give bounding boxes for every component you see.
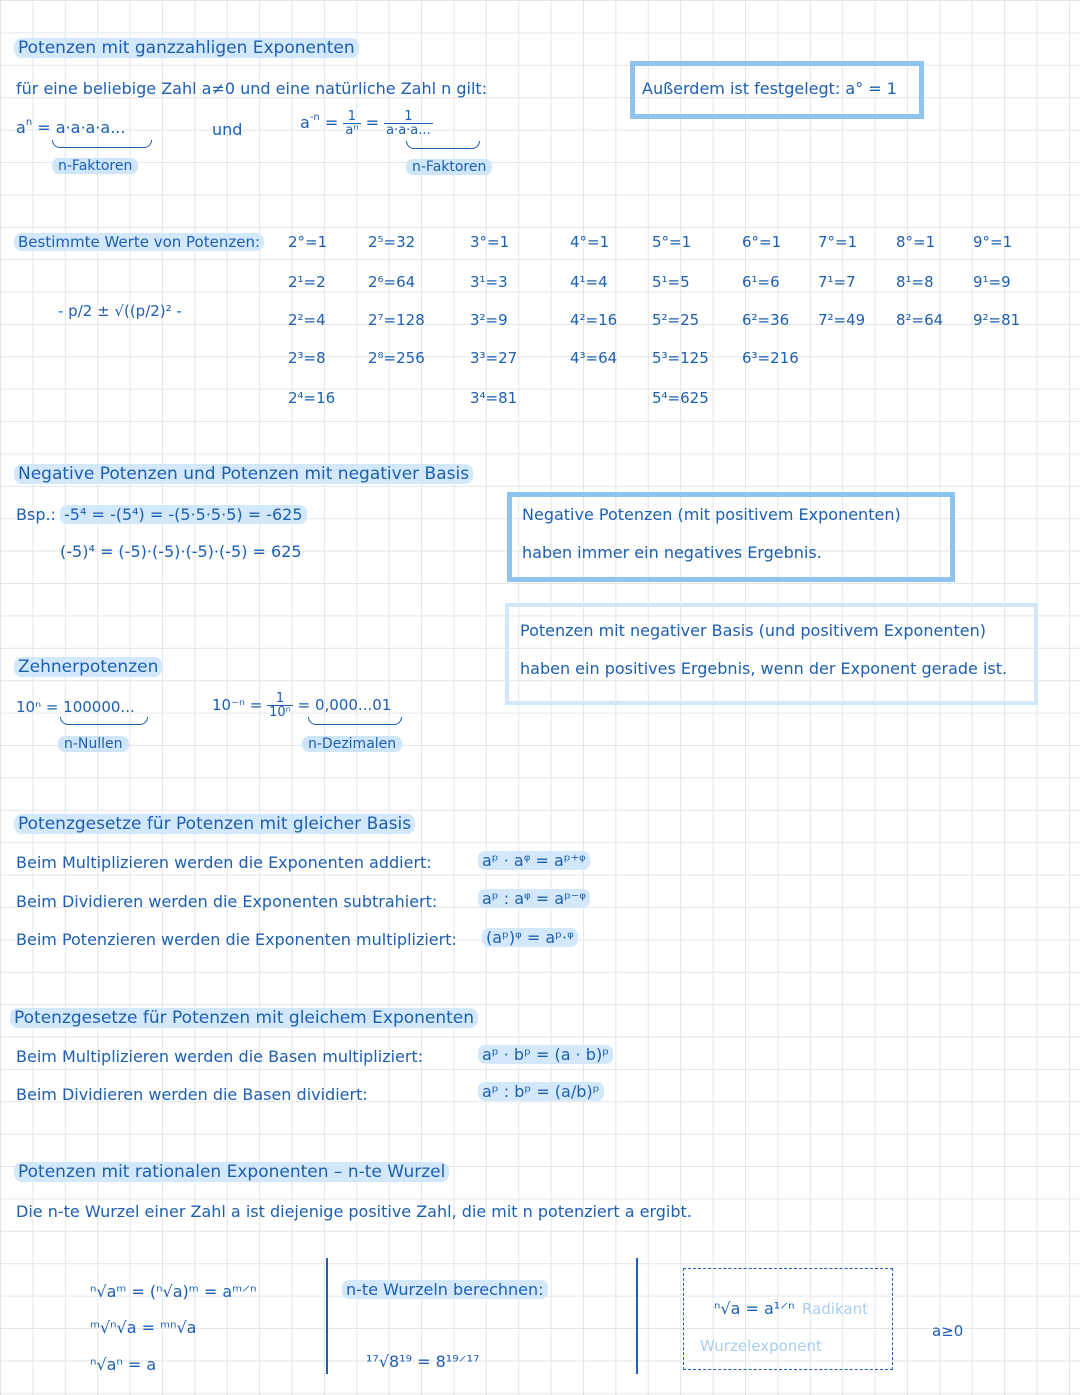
power-value: 5¹=5 xyxy=(652,273,690,291)
section4-title: Zehnerpotenzen xyxy=(14,657,162,677)
power-value: 3°=1 xyxy=(470,233,510,251)
power-value: 9²=81 xyxy=(973,311,1021,329)
aneg-exponent: -n xyxy=(309,112,320,123)
power-value: 6°=1 xyxy=(742,233,782,251)
root-calc-title: n-te Wurzeln berechnen: xyxy=(342,1280,548,1299)
power-value: 7²=49 xyxy=(818,311,866,329)
power-value: 2⁸=256 xyxy=(368,349,425,367)
power-value: 6³=216 xyxy=(742,349,799,367)
power-value: 2⁴=16 xyxy=(288,389,336,407)
fraction-3 xyxy=(267,692,293,719)
brace-4 xyxy=(308,717,402,725)
formula-base-divide: aᵖ : bᵖ = (a/b)ᵖ xyxy=(478,1082,604,1101)
root-definition: Die n-te Wurzel einer Zahl a ist diejenige positive Zahl, die mit n potenziert a ergibt. xyxy=(16,1202,692,1221)
formula-power: (aᵖ)ᵠ = aᵖ·ᵠ xyxy=(482,928,578,947)
power-definition xyxy=(16,118,125,137)
root-notation-formula: ⁿ√a = a¹⸍ⁿ xyxy=(714,1299,795,1318)
power-value: 5°=1 xyxy=(652,233,692,251)
power-value: 5³=125 xyxy=(652,349,709,367)
negative-base-line2: haben ein positives Ergebnis, wenn der Exponent gerade ist. xyxy=(520,659,1008,678)
fraction-2 xyxy=(384,110,433,137)
f2-lhs: 10⁻ⁿ = xyxy=(212,696,263,714)
section3-title: Negative Potenzen und Potenzen mit negativer Basis xyxy=(14,464,473,484)
label-n-faktoren-1: n-Faktoren xyxy=(52,158,138,174)
formula-multiply: aᵖ · aᵠ = aᵖ⁺ᵠ xyxy=(478,851,590,870)
pq-formula: - p/2 ± √((p/2)² - xyxy=(58,302,182,320)
rule-divide: Beim Dividieren werden die Exponenten subtrahiert: xyxy=(16,892,438,911)
fraction-1 xyxy=(343,110,360,137)
power-value: 8¹=8 xyxy=(896,273,934,291)
fraction-1-den: aⁿ xyxy=(345,123,359,138)
section6-title: Potenzgesetze für Potenzen mit gleichem Exponenten xyxy=(10,1008,478,1028)
power-value: 2°=1 xyxy=(288,233,328,251)
formula-divide: aᵖ : aᵠ = aᵖ⁻ᵠ xyxy=(478,889,590,908)
label-n-nullen: n-Nullen xyxy=(58,736,129,752)
power-value: 4°=1 xyxy=(570,233,610,251)
eq-1: = xyxy=(324,113,339,132)
divider-1 xyxy=(326,1258,328,1374)
power-value: 8²=64 xyxy=(896,311,944,329)
an-exponent: n xyxy=(25,117,33,128)
power-value: 3³=27 xyxy=(470,349,518,367)
power-value: 4³=64 xyxy=(570,349,618,367)
eq-2: = xyxy=(365,113,380,132)
an-base: a xyxy=(16,118,26,137)
section7-title: Potenzen mit rationalen Exponenten – n-te Wurzel xyxy=(14,1162,449,1182)
label-n-faktoren-2: n-Faktoren xyxy=(406,159,492,175)
rule-power: Beim Potenzieren werden die Exponenten multipliziert: xyxy=(16,930,457,949)
negative-power-definition xyxy=(300,110,433,137)
power-value: 2⁷=128 xyxy=(368,311,425,329)
fraction-3-num: 1 xyxy=(267,692,293,706)
power-value: 2⁶=64 xyxy=(368,273,416,291)
negative-base-box xyxy=(505,603,1038,705)
brace-3 xyxy=(60,717,148,725)
fraction-1-num: 1 xyxy=(343,110,360,124)
negative-base-line1: Potenzen mit negativer Basis (und positivem Exponenten) xyxy=(520,621,986,640)
section2-title: Bestimmte Werte von Potenzen: xyxy=(14,233,264,251)
und-text: und xyxy=(212,120,243,139)
power-value: 3¹=3 xyxy=(470,273,508,291)
fraction-3-den: 10ⁿ xyxy=(269,705,291,720)
aneg-base: a xyxy=(300,113,310,132)
power-value: 4¹=4 xyxy=(570,273,608,291)
power-value: 6¹=6 xyxy=(742,273,780,291)
power-value: 9¹=9 xyxy=(973,273,1011,291)
fraction-2-den: a·a·a... xyxy=(386,123,431,138)
brace-1 xyxy=(52,140,152,148)
example-1: -5⁴ = -(5⁴) = -(5·5·5·5) = -625 xyxy=(60,505,307,524)
fraction-2-num: 1 xyxy=(384,110,433,124)
f2-rhs: = 0,000...01 xyxy=(297,696,392,714)
power-value: 5²=25 xyxy=(652,311,700,329)
negative-powers-line1: Negative Potenzen (mit positivem Exponenten) xyxy=(522,505,901,524)
rule-base-multiply: Beim Multiplizieren werden die Basen multipliziert: xyxy=(16,1047,424,1066)
power-value: 7°=1 xyxy=(818,233,858,251)
brace-2 xyxy=(406,141,480,149)
power-value: 5⁴=625 xyxy=(652,389,709,407)
section5-title: Potenzgesetze für Potenzen mit gleicher Basis xyxy=(14,814,415,834)
root-calc-formula: ¹⁷√8¹⁹ = 8¹⁹⸍¹⁷ xyxy=(366,1352,480,1371)
power-value: 2²=4 xyxy=(288,311,326,329)
bsp-label: Bsp.: xyxy=(16,505,56,524)
power-value: 2⁵=32 xyxy=(368,233,416,251)
root-rule-2: ᵐ√ⁿ√a = ᵐⁿ√a xyxy=(90,1318,197,1337)
an-product: = a·a·a·a... xyxy=(37,118,126,137)
rule-base-divide: Beim Dividieren werden die Basen dividiert: xyxy=(16,1085,368,1104)
root-rule-3: ⁿ√aⁿ = a xyxy=(90,1355,157,1374)
radikant-label: Radikant xyxy=(802,1300,868,1318)
negative-power-of-ten xyxy=(212,692,391,719)
rule-multiply: Beim Multiplizieren werden die Exponenten addiert: xyxy=(16,853,432,872)
wurzelexponent-label: Wurzelexponent xyxy=(700,1337,822,1355)
formula-base-multiply: aᵖ · bᵖ = (a · b)ᵖ xyxy=(478,1045,613,1064)
section1-title: Potenzen mit ganzzahligen Exponenten xyxy=(14,38,359,58)
section1-intro: für eine beliebige Zahl a≠0 und eine natürliche Zahl n gilt: xyxy=(16,79,488,98)
power-value: 8°=1 xyxy=(896,233,936,251)
power-value: 4²=16 xyxy=(570,311,618,329)
root-rule-1: ⁿ√aᵐ = (ⁿ√a)ᵐ = aᵐ⸍ⁿ xyxy=(90,1282,257,1301)
definition-box-text: Außerdem ist festgelegt: a° = 1 xyxy=(642,79,897,98)
label-n-dezimalen: n-Dezimalen xyxy=(302,736,402,752)
power-value: 3²=9 xyxy=(470,311,508,329)
power-value: 7¹=7 xyxy=(818,273,856,291)
power-value: 3⁴=81 xyxy=(470,389,518,407)
power-value: 2¹=2 xyxy=(288,273,326,291)
root-condition: a≥0 xyxy=(932,1322,964,1340)
power-value: 9°=1 xyxy=(973,233,1013,251)
power-value: 2³=8 xyxy=(288,349,326,367)
negative-powers-line2: haben immer ein negatives Ergebnis. xyxy=(522,543,822,562)
power-of-ten-formula: 10ⁿ = 100000... xyxy=(16,698,135,716)
example-2: (-5)⁴ = (-5)·(-5)·(-5)·(-5) = 625 xyxy=(60,542,302,561)
power-value: 6²=36 xyxy=(742,311,790,329)
divider-2 xyxy=(636,1258,638,1374)
